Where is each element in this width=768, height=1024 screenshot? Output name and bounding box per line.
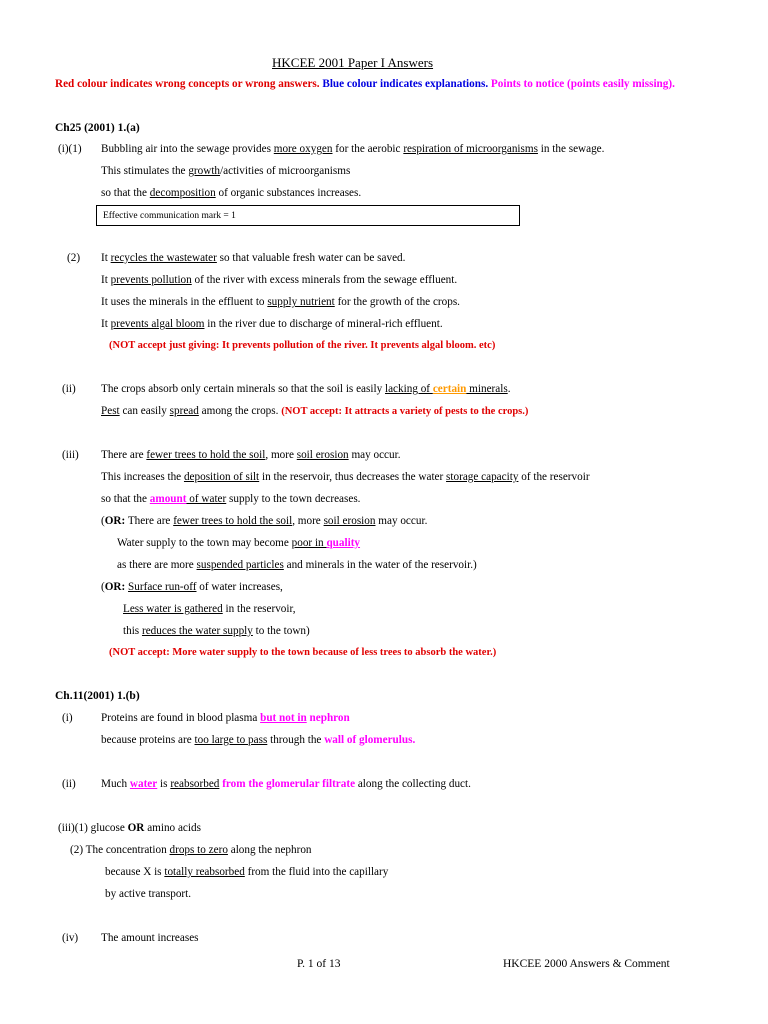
answer-line: This stimulates the growth/activities of microorganisms <box>101 165 351 177</box>
answer-line: Water supply to the town may become poor in quality <box>117 537 361 549</box>
item-label: (ii) <box>62 778 76 790</box>
answer-line: It prevents pollution of the river with excess minerals from the sewage effluent. <box>101 274 458 286</box>
not-accept-note: (NOT accept: It attracts a variety of pests to the crops.) <box>281 406 529 417</box>
legend-blue: Blue colour indicates explanations. <box>322 78 489 90</box>
legend-red: Red colour indicates wrong concepts or wrong answers. <box>55 78 320 90</box>
legend-pink: Points to notice (points easily missing). <box>490 78 675 90</box>
answer-line: This increases the deposition of silt in the reservoir, thus decreases the water storage capacity of the reservoir <box>101 471 590 483</box>
communication-mark-box: Effective communication mark = 1 <box>96 205 520 226</box>
answer-line: because X is totally reabsorbed from the fluid into the capillary <box>105 866 389 878</box>
answer-line: (OR: There are fewer trees to hold the soil, more soil erosion may occur. <box>101 515 428 527</box>
answer-line: so that the amount of water supply to the town decreases. <box>101 493 361 505</box>
answer-line: Pest can easily spread among the crops. (NOT accept: It attracts a variety of pests to the crops.) <box>101 405 529 417</box>
page-number: P. 1 of 13 <box>297 958 341 970</box>
answer-line: (2) The concentration drops to zero along the nephron <box>70 844 312 856</box>
answer-line: It recycles the wastewater so that valuable fresh water can be saved. <box>101 252 406 264</box>
answer-line: Less water is gathered in the reservoir, <box>123 603 296 615</box>
answer-line: Bubbling air into the sewage provides more oxygen for the aerobic respiration of microorganisms in the sewage. <box>101 143 605 155</box>
answer-line: by active transport. <box>105 888 192 900</box>
answer-line: this reduces the water supply to the town) <box>123 625 310 637</box>
color-legend <box>55 78 675 91</box>
answer-line: so that the decomposition of organic substances increases. <box>101 187 362 199</box>
section-heading-ch25: Ch25 (2001) 1.(a) <box>55 122 140 134</box>
answer-line: Much water is reabsorbed from the glomerular filtrate along the collecting duct. <box>101 778 471 790</box>
item-label: (2) <box>67 252 81 264</box>
answer-line: There are fewer trees to hold the soil, more soil erosion may occur. <box>101 449 401 461</box>
footer-title: HKCEE 2000 Answers & Comment <box>503 958 670 970</box>
item-label: (i)(1) <box>58 143 82 155</box>
answer-line: because proteins are too large to pass through the wall of glomerulus. <box>101 734 416 746</box>
answer-line: The crops absorb only certain minerals so that the soil is easily lacking of certain minerals. <box>101 383 511 395</box>
answer-line: (OR: Surface run-off of water increases, <box>101 581 283 593</box>
section-heading-ch11: Ch.11(2001) 1.(b) <box>55 690 140 702</box>
answer-line: (iii)(1) glucose OR amino acids <box>58 822 201 834</box>
item-label: (iii) <box>62 449 79 461</box>
not-accept-note: (NOT accept: More water supply to the town because of less trees to absorb the water.) <box>109 647 497 658</box>
answer-line: The amount increases <box>101 932 199 944</box>
answer-line: Proteins are found in blood plasma but not in nephron <box>101 712 350 724</box>
item-label: (i) <box>62 712 73 724</box>
answer-line: as there are more suspended particles and minerals in the water of the reservoir.) <box>117 559 477 571</box>
item-label: (iv) <box>62 932 79 944</box>
answer-line: It uses the minerals in the effluent to supply nutrient for the growth of the crops. <box>101 296 460 308</box>
page-title: HKCEE 2001 Paper I Answers <box>272 55 434 70</box>
item-label: (iii)(1) <box>58 822 88 834</box>
not-accept-note: (NOT accept just giving: It prevents pollution of the river. It prevents algal bloom. etc) <box>109 340 496 351</box>
item-label: (ii) <box>62 383 76 395</box>
answer-line: It prevents algal bloom in the river due to discharge of mineral-rich effluent. <box>101 318 443 330</box>
